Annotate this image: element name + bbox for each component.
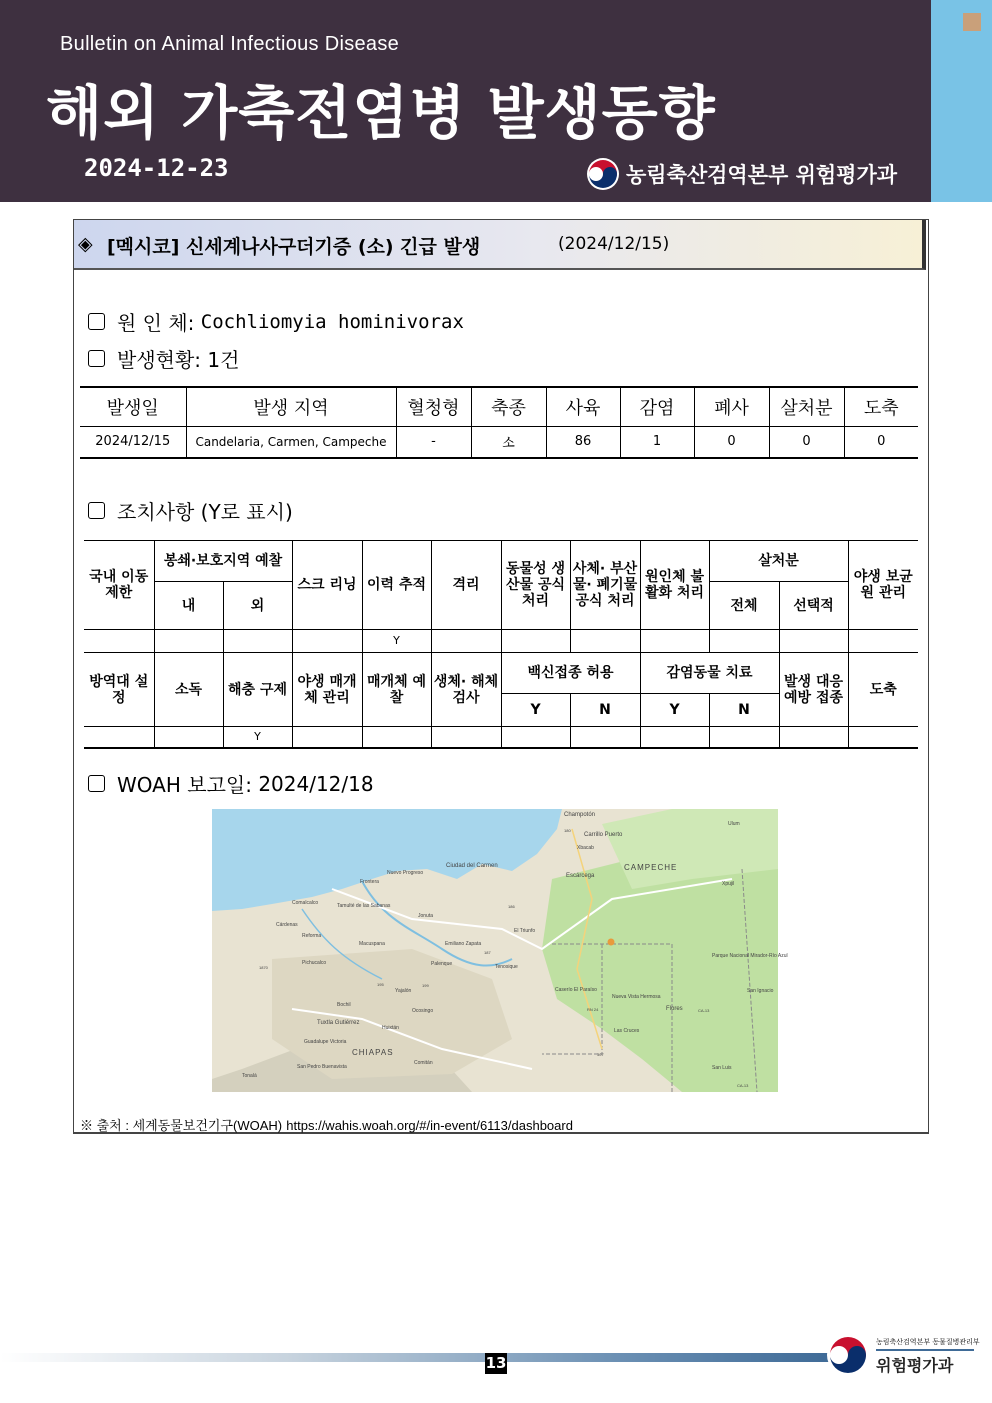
- table-cell: [154, 630, 223, 653]
- table-cell: [431, 727, 501, 748]
- header-treat-n: N: [709, 694, 779, 727]
- header-culling: 살처분: [709, 541, 848, 582]
- col-header: 발생 지역: [186, 387, 396, 426]
- measures-table: [84, 540, 918, 749]
- road-shield: 186: [508, 904, 515, 909]
- table-cell: 86: [546, 426, 620, 458]
- header-cull-selective: 선택적: [779, 582, 848, 630]
- map-image: [212, 809, 788, 1092]
- map-label: Caserío El Paraíso: [555, 987, 597, 993]
- map-label: Comitán: [414, 1060, 433, 1066]
- diamond-bullet-icon: ◈: [78, 233, 93, 255]
- map-label: CHIAPAS: [352, 1048, 394, 1057]
- checkbox-icon: [88, 313, 105, 330]
- map-label: Ocosingo: [412, 1008, 434, 1014]
- outbreak-count-line: [88, 344, 239, 373]
- header-wildlife-reservoir: 야생 보균원 관리: [848, 541, 918, 630]
- header-cull-all: 전체: [709, 582, 779, 630]
- table-cell: Y: [223, 727, 292, 748]
- table-cell: [848, 727, 918, 748]
- outbreak-marker: [608, 939, 615, 946]
- map-label: Yajalón: [395, 988, 412, 994]
- map-label: Jonuta: [418, 913, 434, 919]
- map-label: Palenque: [431, 961, 453, 967]
- header-accent-tan: [963, 13, 981, 31]
- map-label: Guadalupe Victoria: [304, 1039, 347, 1045]
- road-shield: 180: [564, 828, 571, 833]
- table-cell: Y: [362, 630, 431, 653]
- pathogen-line: [88, 307, 464, 336]
- table-cell: 0: [844, 426, 918, 458]
- outbreak-count-label: 발생현황:: [117, 348, 202, 372]
- header-vaccination: 백신접종 허용: [501, 653, 640, 694]
- footer-divider: [876, 1349, 974, 1351]
- table-cell: [640, 630, 709, 653]
- map-label: CAMPECHE: [624, 863, 678, 872]
- map-label: Tenosique: [495, 964, 518, 970]
- map-label: Carrillo Puerto: [584, 832, 623, 838]
- col-header: 폐사: [694, 387, 769, 426]
- table-cell: [431, 630, 501, 653]
- measures-line: [88, 496, 293, 525]
- map-label: San Ignacio: [747, 988, 774, 994]
- header-treat-y: Y: [640, 694, 709, 727]
- map-label: Ulum: [728, 821, 740, 827]
- agency-name: 농림축산검역본부 위험평가과: [626, 163, 898, 187]
- col-header: 혈청형: [396, 387, 471, 426]
- section-title: [멕시코] 신세계나사구더기증 (소) 긴급 발생: [107, 236, 481, 258]
- col-header: 도축: [844, 387, 918, 426]
- table-cell: [570, 727, 640, 748]
- header-quarantine: 격리: [431, 541, 501, 630]
- col-header: 사육: [546, 387, 620, 426]
- measures-values-row-1: [84, 630, 918, 653]
- map-label: Cárdenas: [276, 922, 298, 928]
- header-zone-surveillance: 봉쇄·보호지역 예찰: [154, 541, 292, 582]
- map-label: Comalcalco: [292, 900, 319, 906]
- table-cell: 1: [620, 426, 694, 458]
- table-cell: 0: [694, 426, 769, 458]
- checkbox-icon: [88, 775, 105, 792]
- map-label: Frontera: [360, 879, 379, 885]
- table-cell: [779, 630, 848, 653]
- header-zone-in: 내: [154, 582, 223, 630]
- road-shield: 307: [597, 1052, 604, 1057]
- map-label: Huixtán: [382, 1025, 399, 1031]
- road-shield: 187: [484, 950, 491, 955]
- map-label: San Pedro Buenavista: [297, 1064, 347, 1070]
- pathogen-label: 원 인 체:: [117, 311, 195, 335]
- map-label: El Triunfo: [514, 928, 536, 934]
- road-shield: 1870: [259, 965, 268, 970]
- table-cell: [154, 727, 223, 748]
- page-number: 13: [485, 1354, 507, 1372]
- table-cell: [362, 727, 431, 748]
- header-slaughter: 도축: [848, 653, 918, 727]
- table-cell: 소: [471, 426, 546, 458]
- table-cell: [848, 630, 918, 653]
- map-label: Macuspana: [359, 941, 385, 947]
- header-pest-control: 해충 구제: [223, 653, 292, 727]
- table-cell: [501, 727, 570, 748]
- table-cell: [84, 727, 154, 748]
- header-domestic-move: 국내 이동 제한: [84, 541, 154, 630]
- table-cell: Candelaria, Carmen, Campeche: [186, 426, 396, 458]
- bulletin-title: 해외 가축전염병 발생동향: [46, 79, 716, 147]
- bulletin-date: 2024-12-23: [84, 154, 229, 182]
- map-label: Champotón: [564, 812, 596, 818]
- section-date: (2024/12/15): [558, 234, 670, 254]
- map-label: Parque Nacional Mirador-Río Azul: [712, 953, 788, 959]
- table-cell: [779, 727, 848, 748]
- road-shield: 199: [422, 983, 429, 988]
- outbreak-table-header: [80, 387, 918, 426]
- header-zone-out: 외: [223, 582, 292, 630]
- pathogen-value: Cochliomyia hominivorax: [200, 310, 464, 333]
- header-treatment: 감염동물 치료: [640, 653, 779, 694]
- road-shield: CA-13: [698, 1008, 710, 1013]
- source-url[interactable]: https://wahis.woah.org/#/in-event/6113/dashboard: [286, 1118, 573, 1133]
- header-testing: 생체· 해체 검사: [431, 653, 501, 727]
- map-label: Tamulté de las Sabanas: [337, 903, 391, 909]
- table-cell: [292, 727, 362, 748]
- footer-org: 농림축산검역본부 동물질병관리부: [876, 1338, 980, 1346]
- map-label: Xbacab: [577, 845, 594, 851]
- table-row: [80, 426, 918, 458]
- map-label: Tuxtla Gutiérrez: [317, 1020, 360, 1026]
- footer-bar: [0, 1353, 830, 1362]
- outbreak-map: [212, 809, 788, 1092]
- map-label: Ciudad del Carmen: [446, 863, 498, 869]
- report-date-line: [88, 769, 374, 798]
- table-cell: [501, 630, 570, 653]
- header-vector-surveillance: 매개체 예찰: [362, 653, 431, 727]
- table-cell: [709, 630, 779, 653]
- header-carcass-disposal: 사체· 부산물· 폐기물 공식 처리: [570, 541, 640, 630]
- table-cell: 2024/12/15: [80, 426, 186, 458]
- agency-block: [586, 156, 897, 192]
- header-zoning: 방역대 설정: [84, 653, 154, 727]
- map-label: Nueva Vista Hermosa: [612, 994, 661, 1000]
- map-label: Tonalá: [242, 1073, 257, 1079]
- map-label: Emiliano Zapata: [445, 941, 482, 947]
- report-date-label: WOAH 보고일:: [117, 773, 252, 797]
- road-shield: 195: [377, 982, 384, 987]
- outbreak-count-value: 1건: [207, 348, 240, 372]
- map-label: Nuevo Progreso: [387, 870, 424, 876]
- checkbox-icon: [88, 350, 105, 367]
- table-cell: [223, 630, 292, 653]
- table-cell: [84, 630, 154, 653]
- header-animal-products: 동물성 생산물 공식 처리: [501, 541, 570, 630]
- map-label: San Luis: [712, 1065, 732, 1071]
- outbreak-table: [80, 386, 918, 459]
- source-label: ※ 출처 : 세계동물보건기구(WOAH): [80, 1118, 283, 1133]
- measures-label: 조치사항 (Y로 표시): [117, 500, 293, 524]
- table-cell: [640, 727, 709, 748]
- bulletin-subtitle: Bulletin on Animal Infectious Disease: [60, 33, 400, 55]
- col-header: 살처분: [769, 387, 844, 426]
- header-vacc-y: Y: [501, 694, 570, 727]
- map-label: Xpujil: [722, 881, 735, 887]
- header-vacc-n: N: [570, 694, 640, 727]
- table-cell: [709, 727, 779, 748]
- map-label: Flores: [666, 1006, 683, 1012]
- table-cell: [570, 630, 640, 653]
- header-wild-vector: 야생 매개체 관리: [292, 653, 362, 727]
- header-accent-blue: [931, 0, 992, 202]
- checkbox-icon: [88, 502, 105, 519]
- col-header: 발생일: [80, 387, 186, 426]
- footer-dept: 위험평가과: [876, 1356, 954, 1375]
- source-note: [80, 1115, 573, 1134]
- taegeuk-logo-icon: [826, 1333, 870, 1377]
- table-cell: -: [396, 426, 471, 458]
- map-label: Pichucalco: [302, 960, 327, 966]
- col-header: 감염: [620, 387, 694, 426]
- map-label: Las Cruces: [614, 1028, 640, 1034]
- report-date-value: 2024/12/18: [258, 771, 374, 796]
- taegeuk-logo-icon: [586, 157, 620, 191]
- col-header: 축종: [471, 387, 546, 426]
- map-label: Escárcega: [566, 873, 595, 879]
- header-tracing: 이력 추적: [362, 541, 431, 630]
- table-cell: 0: [769, 426, 844, 458]
- map-label: Reforma: [302, 933, 322, 939]
- header-preventive-vaccination: 발생 대응 예방 접종: [779, 653, 848, 727]
- header-screening: 스크 리닝: [292, 541, 362, 630]
- map-label: Bochil: [337, 1002, 351, 1008]
- header-disinfection: 소독: [154, 653, 223, 727]
- header-inactivation: 원인체 불활화 처리: [640, 541, 709, 630]
- road-shield: CA-13: [737, 1083, 749, 1088]
- road-shield: RN 24: [587, 1007, 599, 1012]
- table-cell: [292, 630, 362, 653]
- measures-values-row-2: [84, 727, 918, 748]
